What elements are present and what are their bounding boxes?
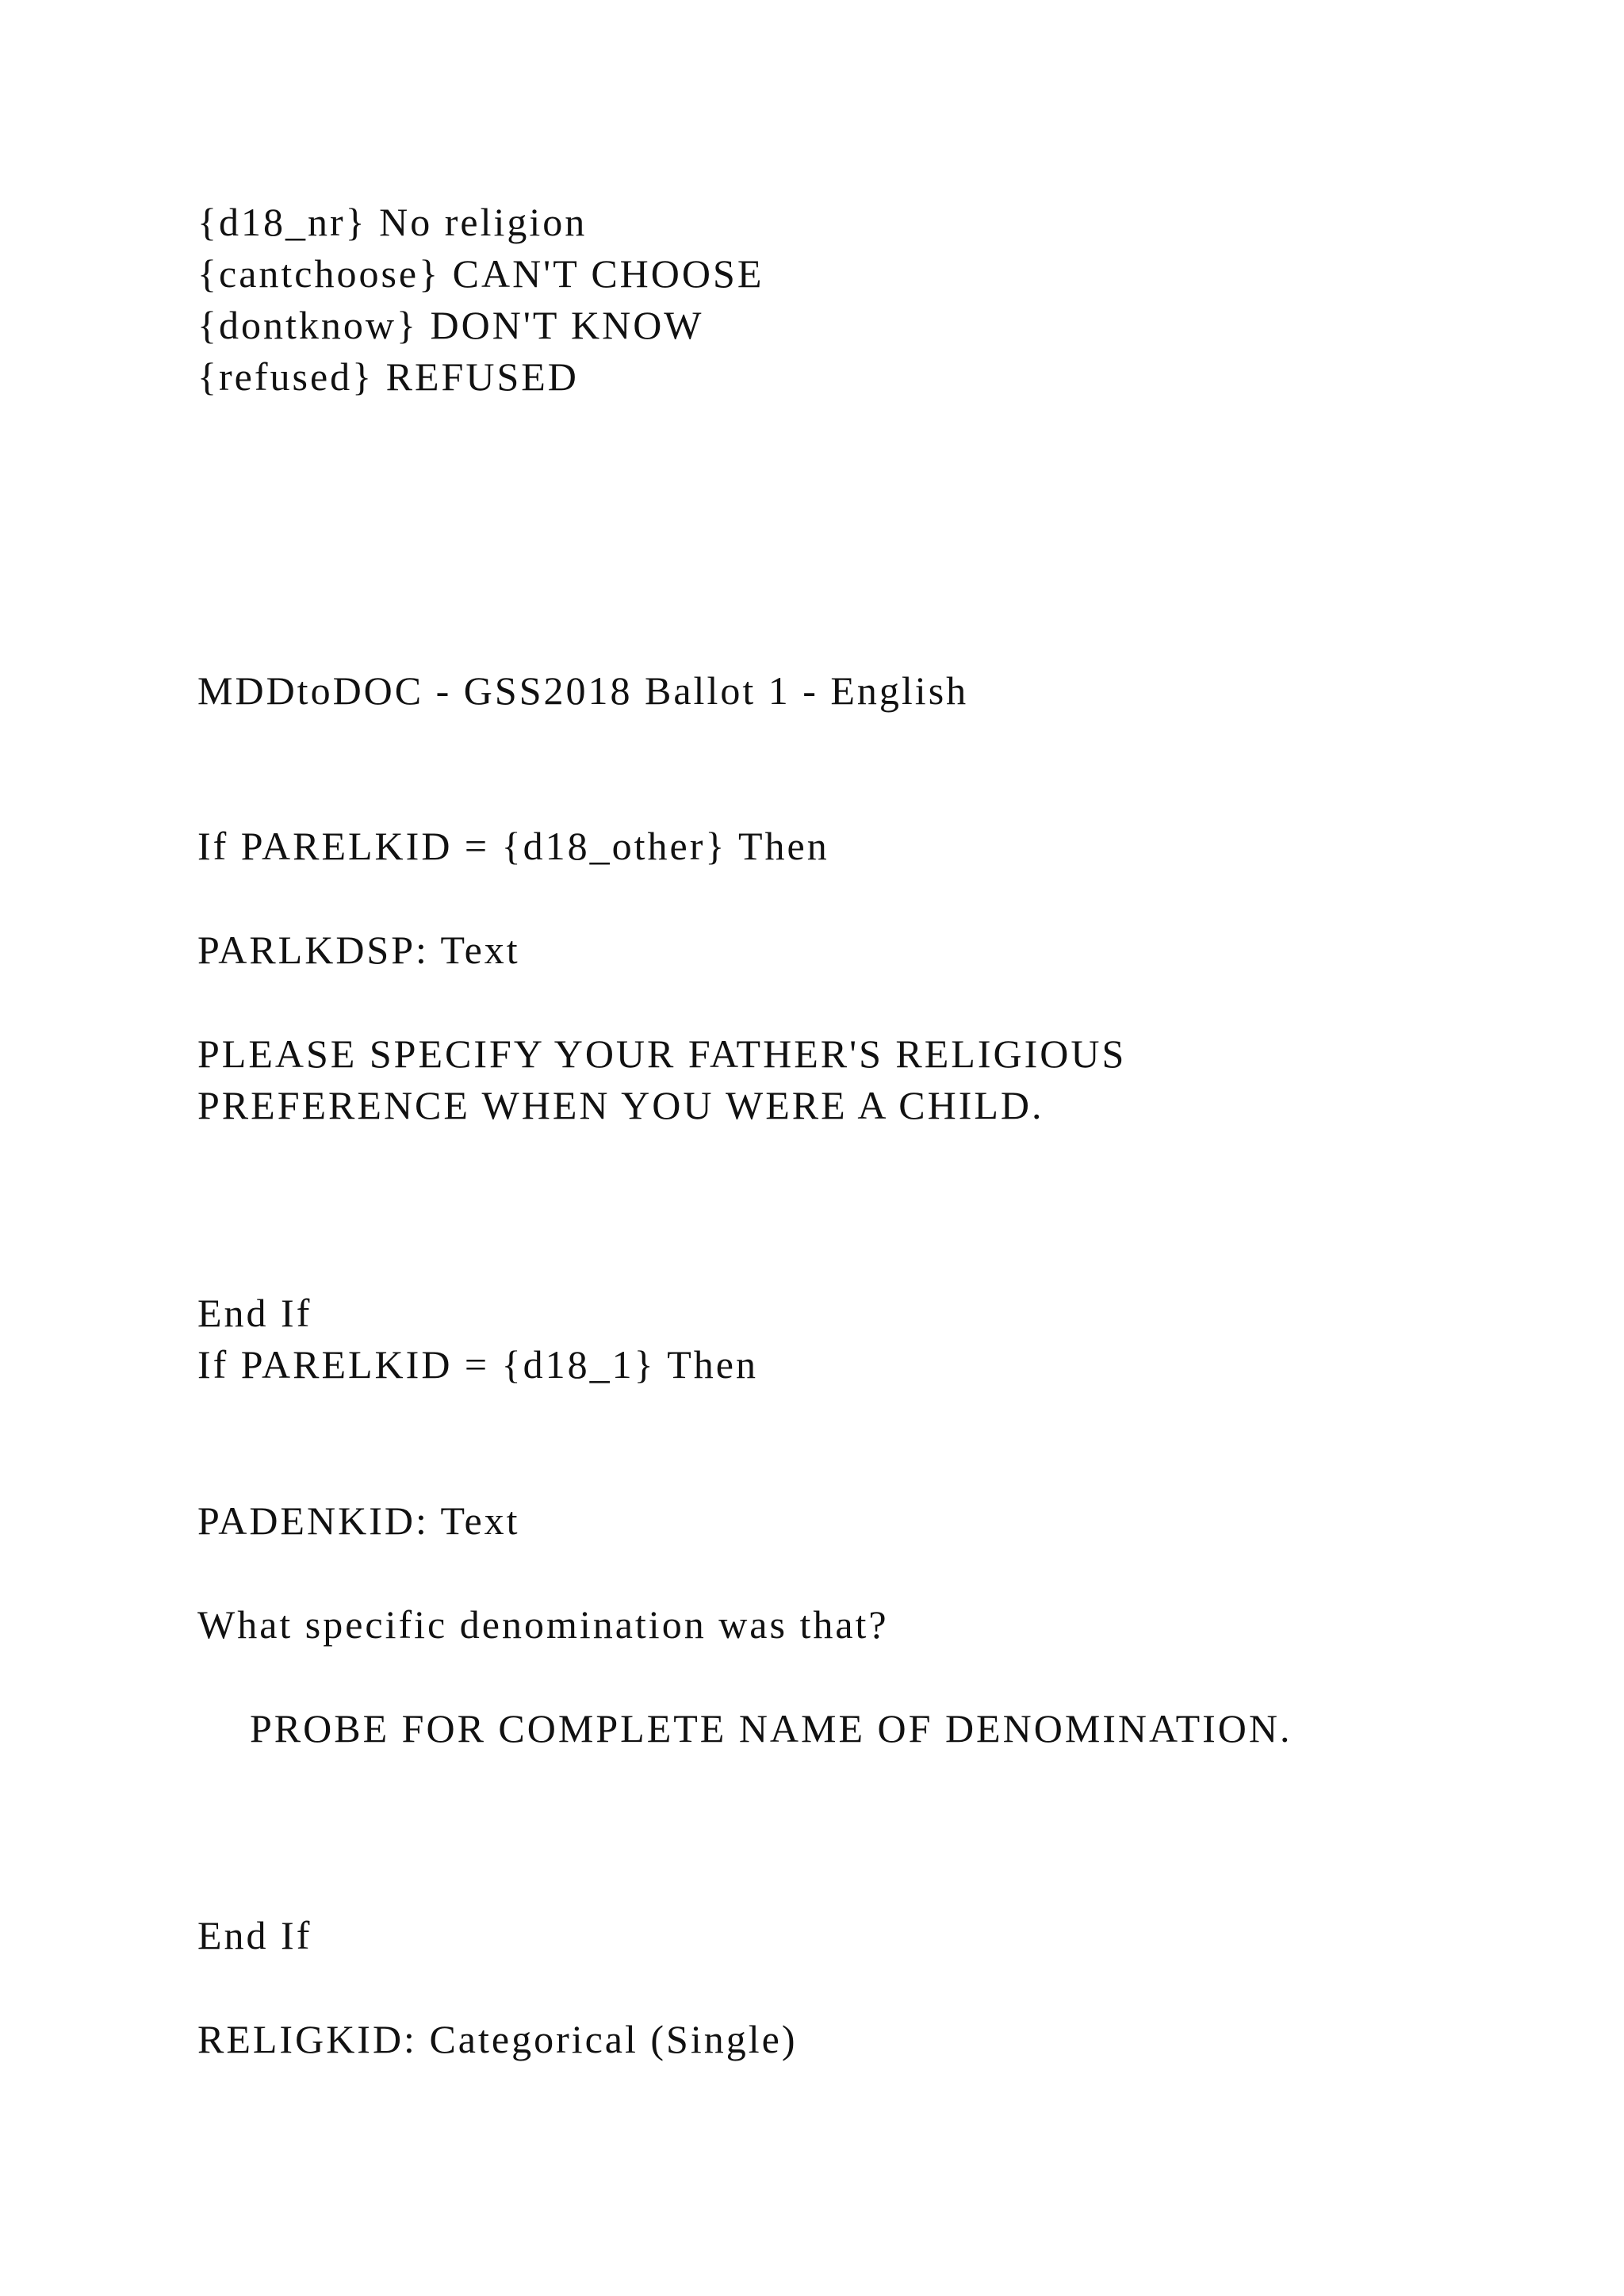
question-text-line-2: PREFERENCE WHEN YOU WERE A CHILD.: [197, 1083, 1044, 1127]
end-if-1: End If: [197, 1291, 312, 1335]
condition-parelkid-d18-1: If PARELKID = {d18_1} Then: [197, 1342, 758, 1387]
option-cant-choose: {cantchoose} CAN'T CHOOSE: [197, 251, 764, 296]
document-header: MDDtoDOC - GSS2018 Ballot 1 - English: [197, 668, 969, 713]
option-no-religion: {d18_nr} No religion: [197, 200, 588, 244]
question-text-line-1: PLEASE SPECIFY YOUR FATHER'S RELIGIOUS: [197, 1031, 1127, 1076]
condition-parelkid-other: If PARELKID = {d18_other} Then: [197, 824, 829, 868]
option-dont-know: {dontknow} DON'T KNOW: [197, 303, 704, 347]
probe-instruction: PROBE FOR COMPLETE NAME OF DENOMINATION.: [250, 1706, 1293, 1751]
variable-padenkid: PADENKID: Text: [197, 1498, 520, 1543]
question-denomination: What specific denomination was that?: [197, 1602, 889, 1647]
option-refused: {refused} REFUSED: [197, 354, 579, 399]
variable-parlkdsp: PARLKDSP: Text: [197, 928, 520, 972]
end-if-2: End If: [197, 1913, 312, 1957]
variable-religkid: RELIGKID: Categorical (Single): [197, 2017, 798, 2061]
